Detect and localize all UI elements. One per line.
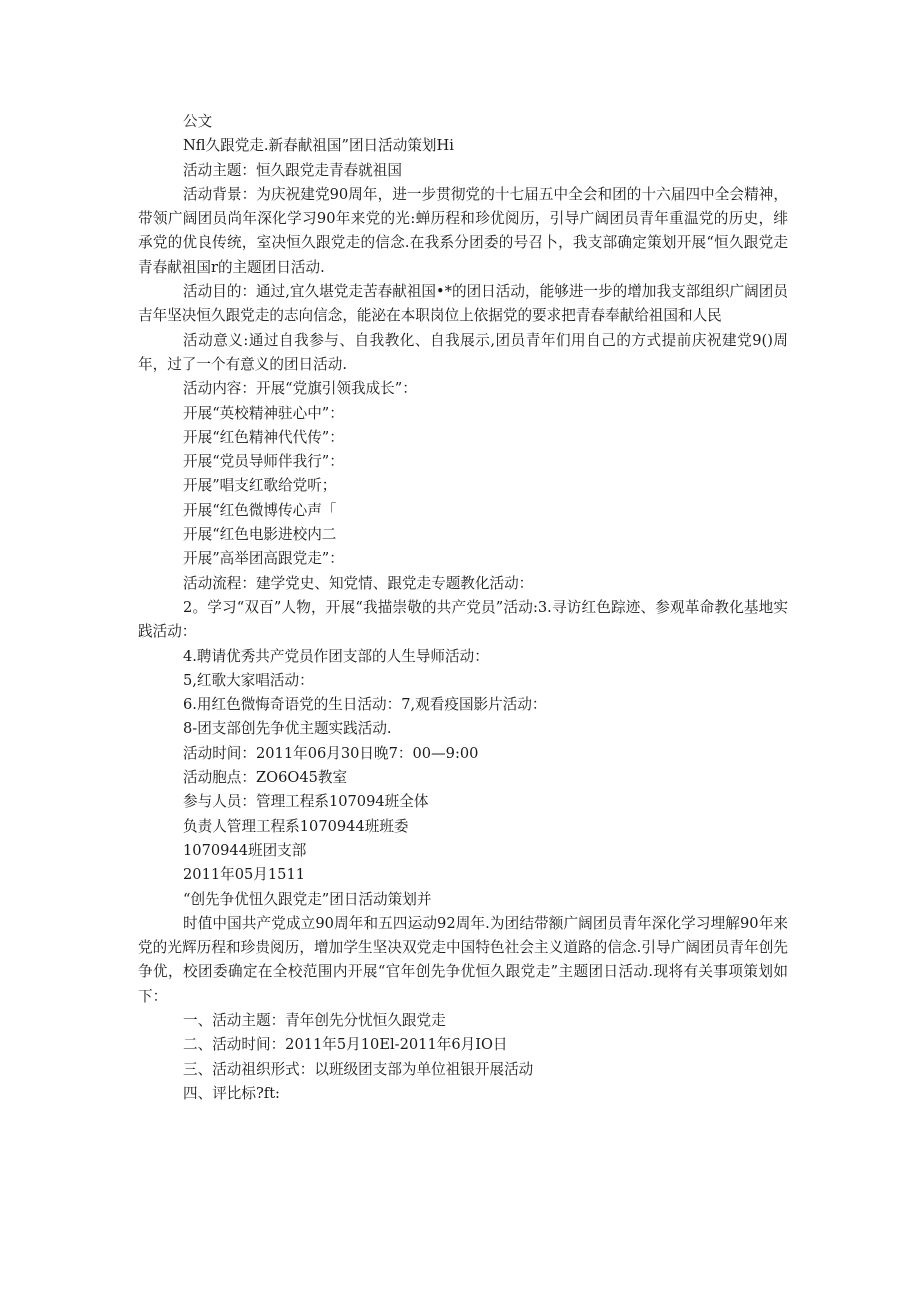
flow-8: 8-团支部创先争优主题实践活动. xyxy=(183,720,392,738)
activity-time: 活动时间：2011年06月30日晚7：00—9:00 xyxy=(183,744,479,762)
meaning-paragraph: 活动意义:通过自我参与、自我教化、自我展示,团员青年们用自己的方式提前庆祝建党9()周年，过了一个有意义的团日活动. xyxy=(138,331,788,373)
doc-header: 公文 xyxy=(183,113,213,130)
theme-1: 活动主题：恒久跟党走青春就祖国 xyxy=(183,161,402,179)
activity-place: 活动胞点：ZO6O45教室 xyxy=(183,769,348,787)
content-item: 开展”唱支红歌给党听； xyxy=(183,477,337,495)
flow-2-3: 2。学习“双百”人物，开展“我描崇敬的共产党员”活动:3.寻访红色踪迹、参观革命教化基地实践活动： xyxy=(138,598,788,641)
flow-6-7: 6.用红色微悔奇语党的生日活动：7,观看疫国影片活动： xyxy=(183,696,547,714)
responsible: 负责人管理工程系1070944班班委 xyxy=(183,817,409,835)
doc-title-2: “创先争优忸久跟党走”团日活动策划并 xyxy=(183,890,432,908)
intro-paragraph-2: 时值中国共产党成立90周年和五四运动92周年.为团结带额广阔团员青年深化学习埋解90年来党的光辉历程和珍贵阅历，增加学生坚决双党走中国特色社会主义道路的信念.引导广阔团员青年创先争优，校团委确定在全校范围内开展“官年创先争优恒久跟党走”主题团日活动.现将有关事项策划如下： xyxy=(138,914,788,1005)
document-page xyxy=(138,110,788,1106)
organization: 1070944班团支部 xyxy=(183,841,307,859)
flow-intro: 活动流程：建学党史、知党情、跟党走专题教化活动： xyxy=(183,574,534,592)
flow-5: 5,红歌大家唱活动： xyxy=(183,671,314,689)
content-item: 开展”高举团高跟党走”： xyxy=(183,550,344,568)
doc-title-1: Nfl久跟党走.新春献祖国”团日活动策划Hi xyxy=(183,137,454,155)
content-item: 开展“党员导师伴我行”： xyxy=(183,453,344,471)
flow-4: 4.聘请优秀共产党员作团支部的人生导师活动： xyxy=(183,647,489,665)
content-item: 开展“英校精神驻心中”： xyxy=(183,404,344,422)
content-item: 开展“红色精神代代传”： xyxy=(183,428,344,446)
section-1: 一、活动主题：青年创先分忧恒久跟党走 xyxy=(183,1011,446,1029)
date: 2011年05月1511 xyxy=(183,866,306,884)
content-item: 开展“红色电影进校内二 xyxy=(183,526,337,544)
participants: 参与人员：管理工程系107094班全体 xyxy=(183,793,429,811)
section-3: 三、活动祖织形式：以班级团支部为单位祖银开展活动 xyxy=(183,1060,534,1078)
content-intro: 活动内容：开展“党旗引领我成长”： xyxy=(183,380,417,398)
content-item: 开展“红色微博传心声「 xyxy=(183,501,337,519)
purpose-paragraph: 活动目的：通过,宜久堪党走苦春献祖国•*的团日活动，能够进一步的增加我支部组织广阔团员吉年坚决恒久跟党走的志向信念，能泌在本职岗位上依据党的要求把青春奉献给祖国和人民 xyxy=(138,283,788,325)
section-4: 四、评比标?ft: xyxy=(183,1084,280,1102)
background-paragraph: 活动背景：为庆祝建党90周年，进一步贯彻党的十七届五中全会和团的十六届四中全会精神，带领广阔团员尚年深化学习90年来党的光:蝉历程和珍优阅历，引导广阔团员青年重温党的历史，绯承党的优良传统，室决恒久跟党走的信念.在我系分团委的号召卜，我支部确定策划开展“恒久跟党走青春献祖国r的主题团日活动. xyxy=(138,185,788,276)
section-2: 二、活动时间：2011年5月10El-2011年6月IO日 xyxy=(183,1036,508,1054)
